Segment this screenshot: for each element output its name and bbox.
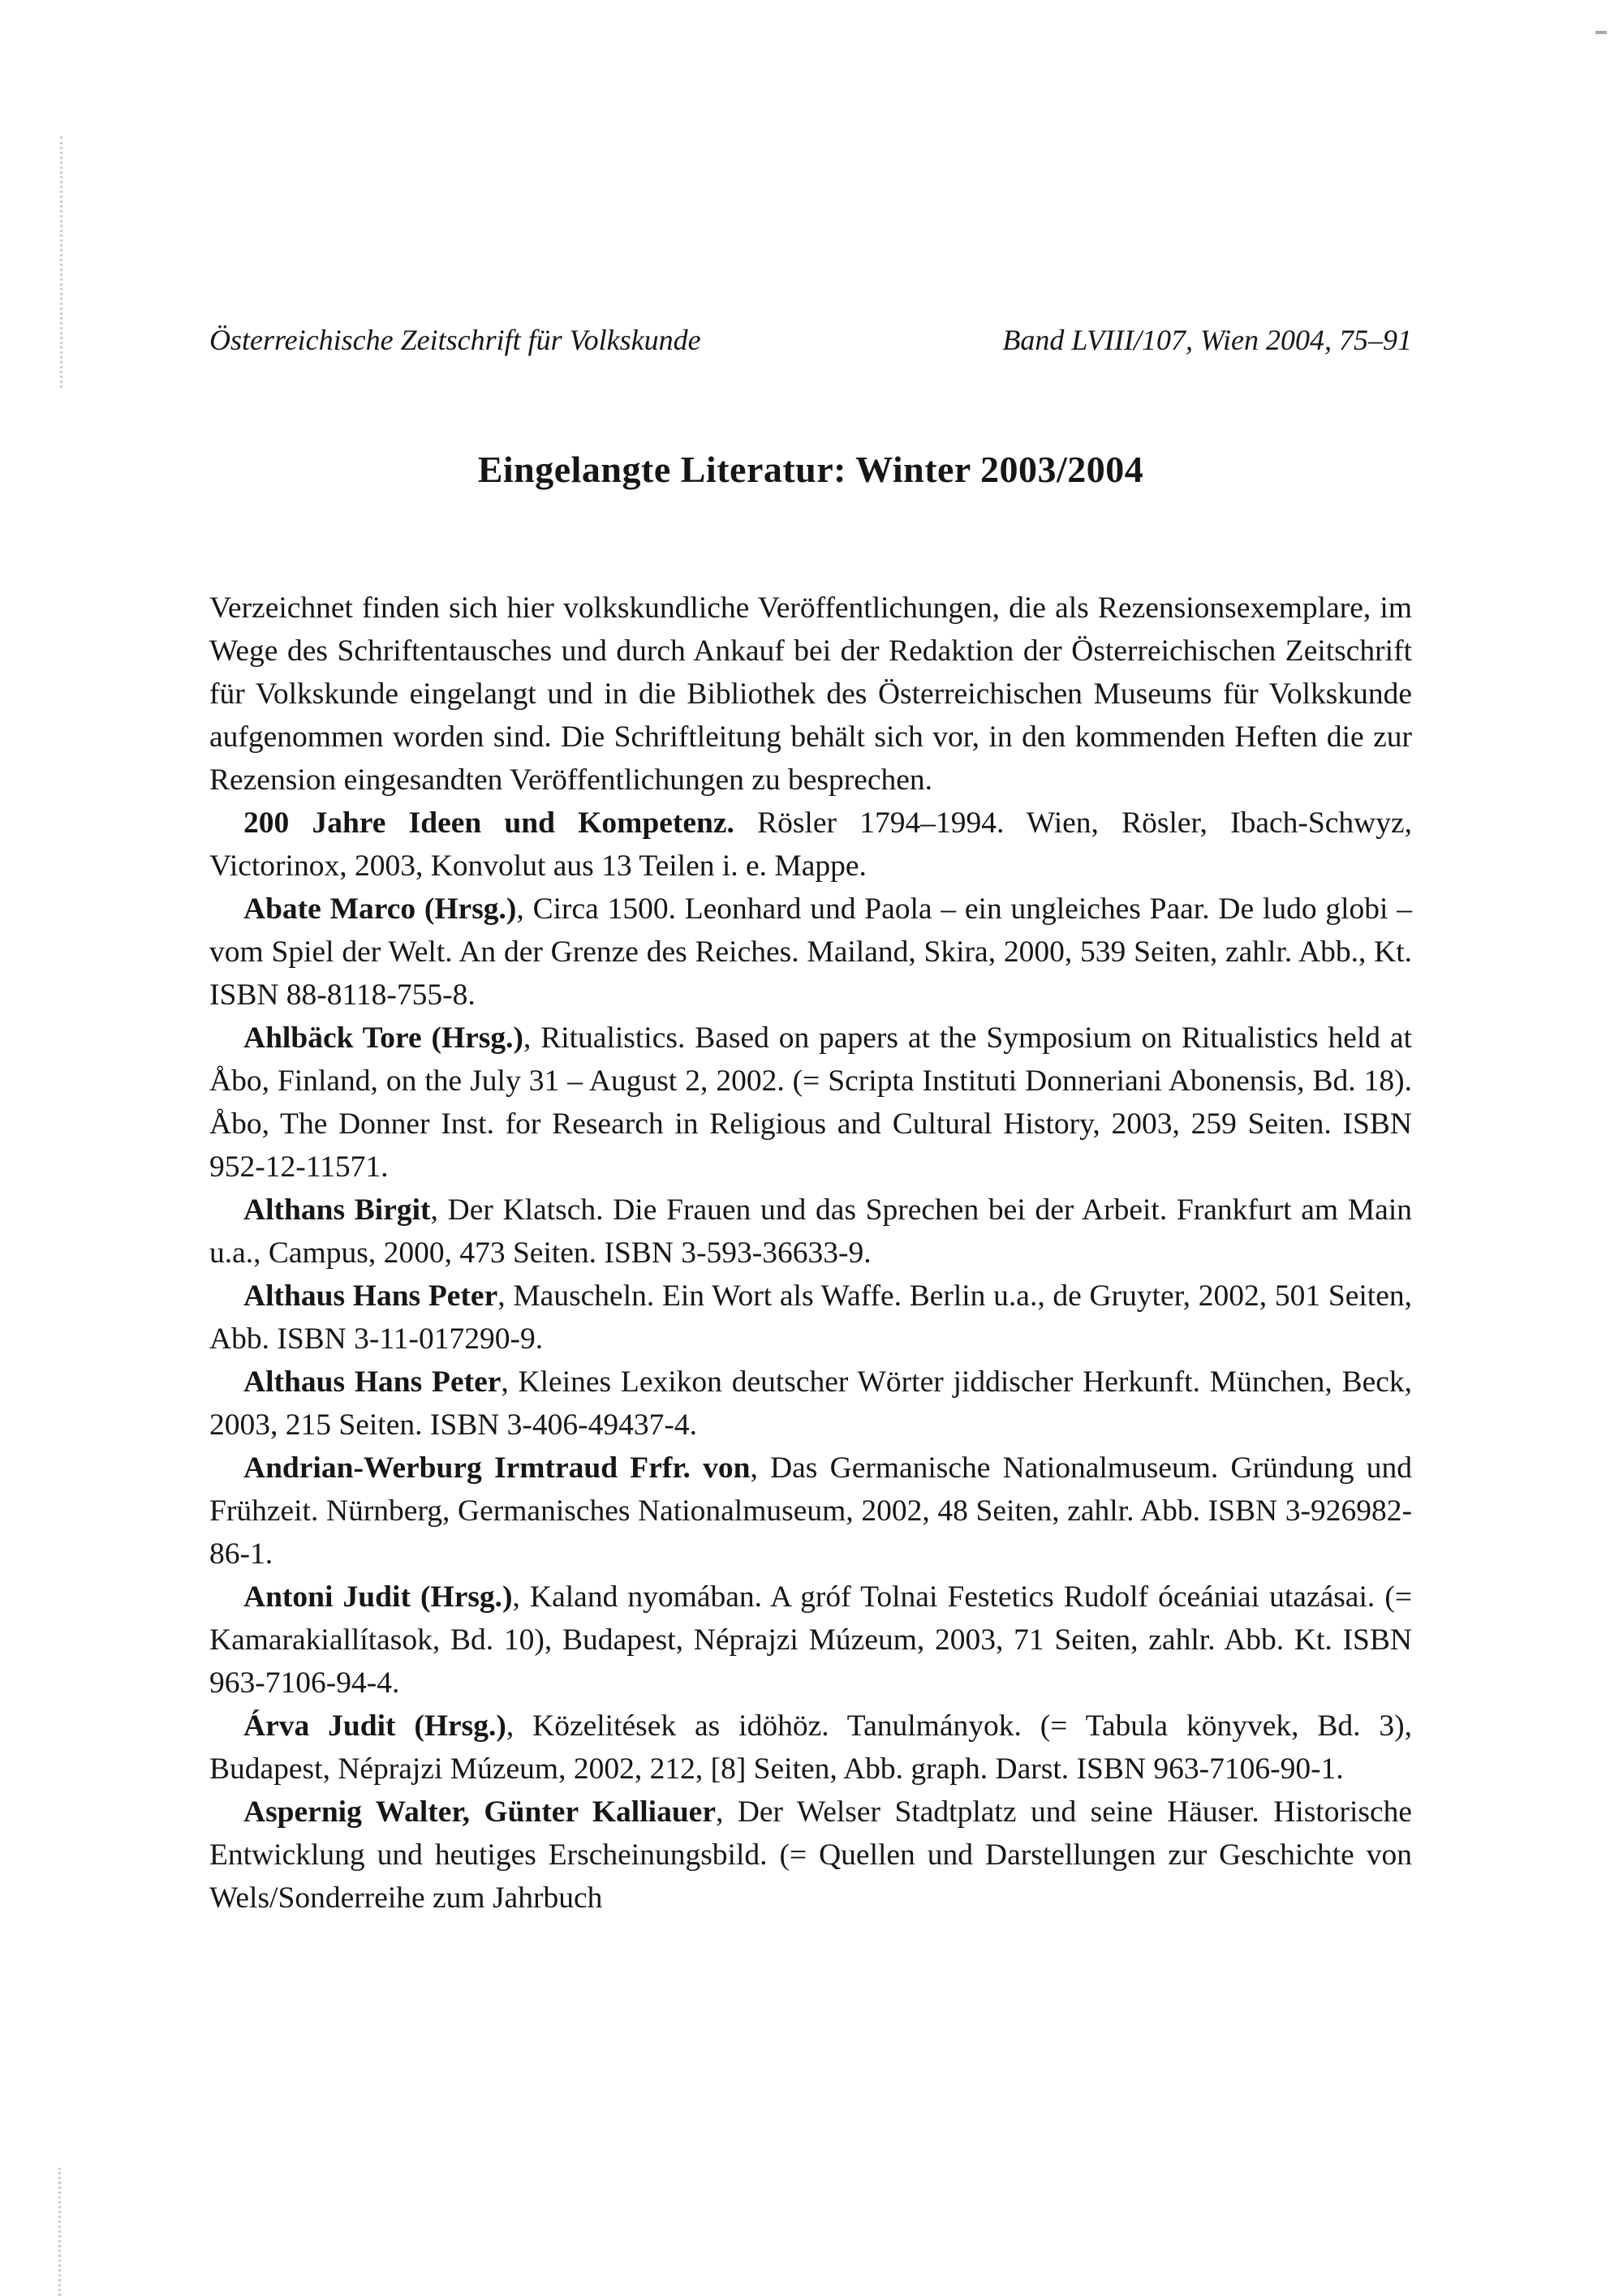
entry-text: , Ritualistics. Based on papers at the Symposium on Ritualistics held at Åbo, Finland, on the July 31 – August 2, 2002. (= Scripta Instituti Donneriani Abonensis, Bd. 18). Åbo, The Donner Inst. for Research in Religious and Cultural History, 2003, 259 Seiten. ISBN 952-12-11571. bbox=[209, 1021, 1412, 1184]
bibliography-entry bbox=[209, 1447, 1412, 1576]
page-title: Eingelangte Literatur: Winter 2003/2004 bbox=[477, 449, 1144, 490]
page-content bbox=[209, 323, 1412, 1920]
entry-text: , Circa 1500. Leonhard und Paola – ein ungleiches Paar. De ludo globi – vom Spiel der Welt. An der Grenze des Reiches. Mailand, Skira, 2000, 539 Seiten, zahlr. Abb., Kt. ISBN 88-8118-755-8. bbox=[209, 892, 1412, 1012]
journal-name: Österreichische Zeitschrift für Volkskunde bbox=[209, 324, 701, 356]
bibliography-entry bbox=[209, 1017, 1412, 1189]
scan-artifact-left-top bbox=[60, 136, 62, 388]
entry-text: , Kaland nyomában. A gróf Tolnai Festetics Rudolf óceániai utazásai. (= Kamarakiallítasok, Bd. 10), Budapest, Néprajzi Múzeum, 2003, 71 Seiten, zahlr. Abb. Kt. ISBN 963-7106-94-4. bbox=[209, 1580, 1412, 1700]
scan-artifact-top-right bbox=[1595, 31, 1607, 34]
entry-lead: 200 Jahre Ideen und Kompetenz. bbox=[243, 806, 734, 840]
entry-lead: Althaus Hans Peter bbox=[243, 1279, 498, 1313]
bibliography-entry bbox=[209, 1189, 1412, 1275]
bibliography-entry bbox=[209, 1576, 1412, 1705]
bibliography-entry bbox=[209, 888, 1412, 1017]
intro-paragraph: Verzeichnet finden sich hier volkskundliche Veröffentlichungen, die als Rezensionsexemplare, im Wege des Schriftentausches und durch Ankauf bei der Redaktion der Österreichischen Zeitschrift für Volkskunde eingelangt und in die Bibliothek des Österreichischen Museums für Volkskunde aufgenommen worden sind. Die Schriftleitung behält sich vor, in den kommenden Heften die zur Rezension eingesandten Veröffentlichungen zu besprechen. bbox=[209, 591, 1412, 797]
bibliography-entry bbox=[209, 802, 1412, 888]
bibliography-entry bbox=[209, 1791, 1412, 1920]
entry-text: , Kleines Lexikon deutscher Wörter jiddischer Herkunft. München, Beck, 2003, 215 Seiten. ISBN 3-406-49437-4. bbox=[209, 1365, 1412, 1442]
entry-lead: Althans Birgit bbox=[243, 1193, 431, 1227]
entry-lead: Antoni Judit (Hrsg.) bbox=[243, 1580, 513, 1614]
running-header bbox=[209, 323, 1412, 357]
entry-text: , Der Klatsch. Die Frauen und das Sprechen bei der Arbeit. Frankfurt am Main u.a., Campus, 2000, 473 Seiten. ISBN 3-593-36633-9. bbox=[209, 1193, 1412, 1270]
entry-text: , Der Welser Stadtplatz und seine Häuser. Historische Entwicklung und heutiges Erscheinungsbild. (= Quellen und Darstellungen zur Geschichte von Wels/Sonderreihe zum Jahrbuch bbox=[209, 1795, 1412, 1915]
issue-info: Band LVIII/107, Wien 2004, 75–91 bbox=[1002, 324, 1412, 356]
bibliography-entry bbox=[209, 1275, 1412, 1361]
body-text bbox=[209, 587, 1412, 1920]
entry-lead: Andrian-Werburg Irmtraud Frfr. von bbox=[243, 1451, 751, 1485]
scan-artifact-left-bottom bbox=[58, 2168, 61, 2296]
entry-text: , Mauscheln. Ein Wort als Waffe. Berlin u.a., de Gruyter, 2002, 501 Seiten, Abb. ISBN 3-11-017290-9. bbox=[209, 1279, 1412, 1356]
entry-text: , Das Germanische Nationalmuseum. Gründung und Frühzeit. Nürnberg, Germanisches Nationalmuseum, 2002, 48 Seiten, zahlr. Abb. ISBN 3-926982-86-1. bbox=[209, 1451, 1412, 1571]
bibliography-entry bbox=[209, 1361, 1412, 1447]
entry-lead: Ahlbäck Tore (Hrsg.) bbox=[243, 1021, 523, 1055]
entry-text: Rösler 1794–1994. Wien, Rösler, Ibach-Schwyz, Victorinox, 2003, Konvolut aus 13 Teilen i. e. Mappe. bbox=[209, 806, 1412, 883]
entry-lead: Althaus Hans Peter bbox=[243, 1365, 502, 1399]
entry-lead: Abate Marco (Hrsg.) bbox=[243, 892, 517, 926]
entry-text: , Közelitések as idöhöz. Tanulmányok. (= Tabula könyvek, Bd. 3), Budapest, Néprajzi Múzeum, 2002, 212, [8] Seiten, Abb. graph. Darst. ISBN 963-7106-90-1. bbox=[209, 1709, 1412, 1786]
entry-lead: Árva Judit (Hrsg.) bbox=[243, 1709, 506, 1743]
entry-lead: Aspernig Walter, Günter Kalliauer bbox=[243, 1795, 716, 1829]
bibliography-entry bbox=[209, 1705, 1412, 1791]
